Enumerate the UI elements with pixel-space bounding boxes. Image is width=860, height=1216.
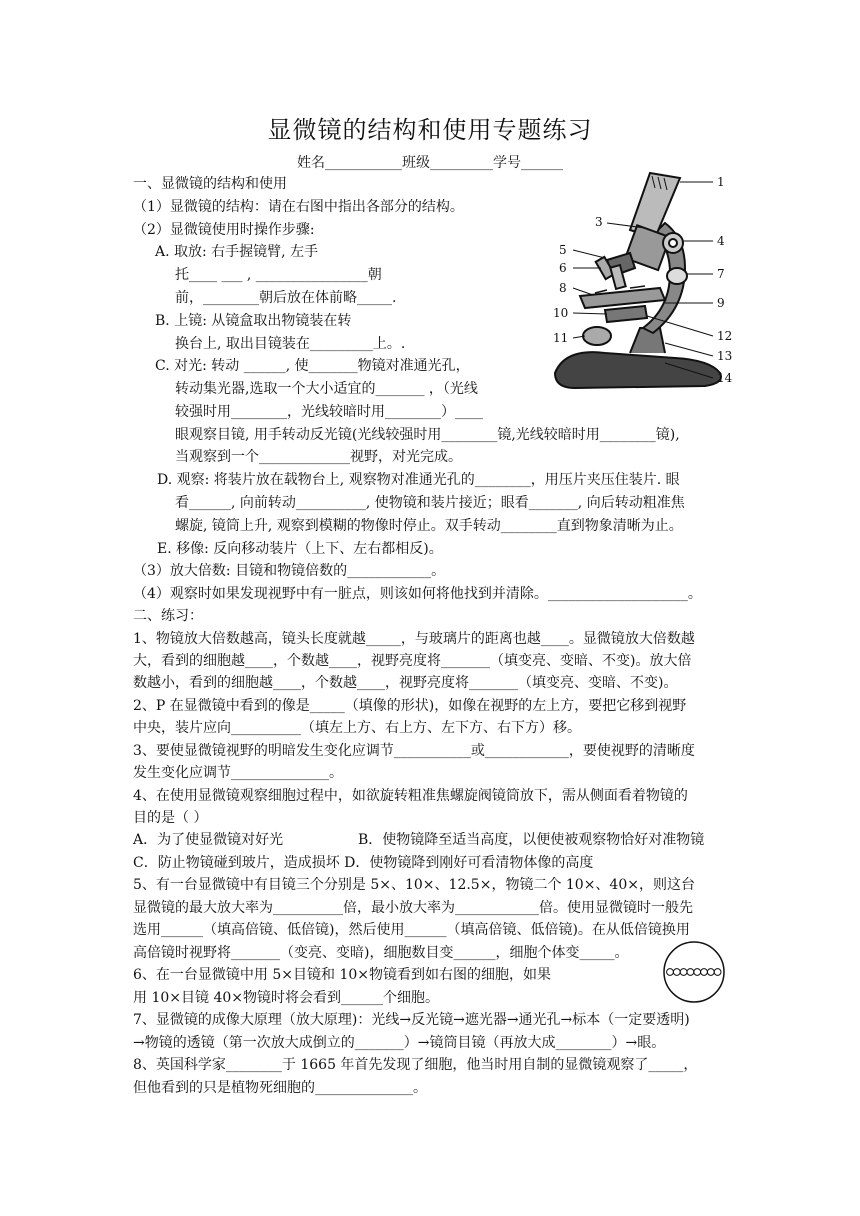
figure-label: 6 (559, 261, 567, 275)
text-line: 较强时用________，光线较暗时用________）____ (175, 404, 483, 420)
text-line: 换台上, 取出目镜装在_________上。. (175, 336, 406, 352)
figure-label: 4 (717, 234, 725, 248)
option-b: B．使物镜降至适当高度，以便使被观察物恰好对准物镜 (358, 832, 705, 848)
text-line: B. 上镜: 从镜盒取出物镜装在转 (155, 313, 352, 329)
option-c-d: C．防止物镜碰到玻片，造成损坏 D．使物镜降到刚好可看清物体像的高度 (133, 855, 594, 871)
figure-label: 1 (717, 175, 725, 189)
text-line: D. 观察: 将装片放在载物台上, 观察物对准通光孔的________，用压片夹压住装片. 眼 (157, 472, 680, 488)
text-line: 高倍镜时视野将_______（变亮、变暗)，细胞数目变______，细胞个体变_____。 (133, 945, 629, 961)
text-line: C. 对光: 转动 ______, 使_______物镜对准通光孔， (155, 358, 470, 374)
text-line: 看______, 向前转动__________, 使物镜和装片接近；眼看_______, 向后转动粗准焦 (175, 495, 685, 511)
text-line: 中央，装片应向__________（填左上方、右上方、左下方、右下方）移。 (133, 720, 581, 736)
text-line: （4）观察时如果发现视野中有一脏点，则该如何将他找到并清除。____________________。 (133, 586, 702, 602)
text-line: 眼观察目镜, 用手转动反光镜(光线较强时用________镜,光线较暗时用________镜), (175, 427, 680, 443)
figure-label: 14 (717, 371, 733, 385)
text-line: 6、在一台显微镜中用 5×目镜和 10×物镜看到如右图的细胞，如果 (133, 967, 551, 983)
section-2-heading: 二、练习： (133, 608, 203, 624)
text-line: 2、P 在显微镜中看到的像是_____（填像的形状)，如像在视野的左上方，要把它移到视野 (133, 698, 687, 714)
figure-label: 5 (559, 243, 567, 257)
text-line: 当观察到一个_____________视野，对光完成。 (175, 449, 462, 465)
option-a: A．为了使显微镜对好光 (133, 832, 284, 848)
text-line: 7、显微镜的成像大原理（放大原理)：光线→反光镜→遮光器→通光孔→标本（一定要透明) (133, 1012, 690, 1028)
figure-label: 7 (717, 267, 725, 281)
text-line: 4、在使用显微镜观察细胞过程中，如欲旋转粗准焦螺旋阀镜筒放下，需从侧面看着物镜的 (133, 788, 688, 804)
figure-label: 11 (553, 331, 569, 345)
figure-label: 9 (717, 296, 725, 310)
section-1-heading: 一、显微镜的结构和使用 (133, 176, 287, 192)
text-line: 大，看到的细胞越____，个数越____，视野亮度将_______（填变亮、变暗、不变)。放大倍 (133, 653, 692, 669)
student-info-line: 姓名___________班级_________学号______ (297, 155, 563, 171)
text-line: 5、有一台显微镜中有目镜三个分别是 5×、10×、12.5×，物镜二个 10×、40×，则这台 (133, 877, 695, 893)
text-line: 3、要使显微镜视野的明暗发生变化应调节___________或____________，要使视野的清晰度 (133, 743, 695, 759)
text-line: 但他看到的只是植物死细胞的______________。 (133, 1080, 427, 1096)
figure-label: 12 (717, 329, 733, 343)
text-line: 显微镜的最大放大率为__________倍，最小放大率为____________倍。使用显微镜时一般先 (133, 900, 693, 916)
figure-label: 3 (595, 215, 603, 229)
text-line: 转动集光器,选取一个大小适宜的_______ ，（光线 (175, 381, 478, 397)
text-line: 8、英国科学家________于 1665 年首先发现了细胞，他当时用自制的显微镜观察了_____， (133, 1057, 698, 1073)
page-title: 显微镜的结构和使用专题练习 (267, 116, 593, 144)
text-line: E. 移像: 反向移动装片（上下、左右都相反)。 (157, 541, 443, 557)
text-line: （3）放大倍数: 目镜和物镜倍数的____________。 (133, 563, 446, 579)
text-line: 前，________朝后放在体前略_____. (175, 290, 397, 306)
text-line: 用 10×目镜 40×物镜时将会看到______个细胞。 (133, 990, 439, 1006)
figure-label: 8 (559, 281, 567, 295)
text-line: 数越小，看到的细胞越____，个数越____，视野亮度将_______（填变亮、变暗、不变)。 (133, 675, 678, 691)
figure-label: 13 (717, 349, 733, 363)
microscope-diagram (535, 168, 755, 398)
text-line: 1、物镜放大倍数越高，镜头长度就越_____，与玻璃片的距离也越____。显微镜放大倍数越 (133, 631, 695, 647)
text-line: →物镜的透镜（第一次放大成倒立的_______）→镜筒目镜（再放大成________）→眼。 (133, 1035, 666, 1051)
cells-field-of-view (658, 941, 730, 1003)
text-line: 托____ ___ , ________________朝 (175, 267, 382, 283)
figure-label: 10 (553, 306, 569, 320)
text-line: 螺旋, 镜筒上升, 观察到模糊的物像时停止。双手转动________直到物象清晰为止。 (175, 518, 683, 534)
text-line: 发生变化应调节______________。 (133, 765, 343, 781)
text-line: A. 取放: 右手握镜臂, 左手 (155, 244, 319, 260)
text-line: （1）显微镜的结构：请在右图中指出各部分的结构。 (133, 199, 464, 215)
text-line: 选用______（填高倍镜、低倍镜)，然后使用______（填高倍镜、低倍镜)。在从低倍镜换用 (133, 922, 690, 938)
text-line: 目的是（ ） (133, 810, 208, 826)
text-line: （2）显微镜使用时操作步骤: (133, 222, 315, 238)
